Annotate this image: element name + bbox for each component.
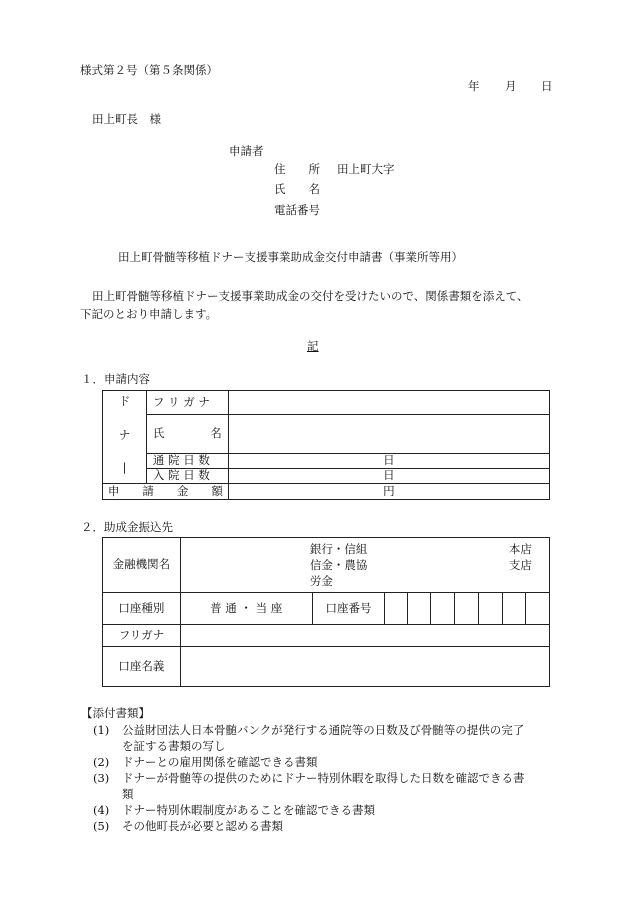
holder-furigana-label: フリガナ — [103, 625, 181, 647]
applicant-label: 申請者 — [229, 144, 264, 158]
attachment-num-4: (4) — [93, 803, 110, 817]
attachment-num-3: (3) — [93, 771, 110, 785]
donor-char-3: | — [122, 459, 127, 474]
address-value: 田上町大字 — [337, 162, 395, 176]
institution-field[interactable] — [180, 538, 549, 593]
application-table — [102, 390, 550, 500]
attachment-num-1: (1) — [93, 723, 110, 737]
body-text-line1: 田上町骨髄等移植ドナー支援事業助成金の交付を受けたいので、関係書類を添えて、 — [92, 289, 529, 303]
attachment-num-2: (2) — [93, 755, 110, 769]
attachment-num-5: (5) — [93, 819, 110, 833]
date-year: 年 — [468, 79, 480, 93]
holder-furigana-field[interactable] — [180, 625, 549, 647]
account-type-select[interactable]: 普 通 ・ 当 座 — [180, 593, 312, 625]
account-number-digit[interactable] — [408, 593, 431, 625]
visit-days-field[interactable] — [228, 454, 549, 469]
attachment-1-line1: 公益財団法人日本骨髄バンクが発行する通院等の日数及び骨髄等の提供の完了 — [122, 723, 525, 737]
bank-table — [102, 537, 550, 687]
account-number-digit[interactable] — [385, 593, 408, 625]
account-number-digit[interactable] — [526, 593, 550, 625]
inpatient-days-unit: 日 — [383, 468, 395, 483]
document-title: 田上町骨髄等移植ドナー支援事業助成金交付申請書（事業所等用） — [118, 250, 463, 264]
phone-label: 電話番号 — [274, 203, 320, 217]
amount-field[interactable] — [228, 484, 549, 500]
account-number-digit[interactable] — [503, 593, 526, 625]
holder-name-field[interactable] — [180, 647, 549, 687]
bank-type-1: 銀行・信組 — [309, 542, 368, 556]
account-number-label: 口座番号 — [312, 593, 385, 625]
visit-days-unit: 日 — [383, 453, 395, 468]
inpatient-days-field[interactable] — [228, 469, 549, 484]
name-label: 氏 名 — [274, 182, 320, 196]
bank-type-2: 信金・農協 — [309, 558, 368, 572]
holder-name-label: 口座名義 — [103, 647, 181, 687]
branch-type-2: 支店 — [508, 558, 532, 572]
visit-days-label: 通 院 日 数 — [146, 454, 228, 469]
attachment-3-line1: ドナーが骨髄等の提供のためにドナー特別休暇を取得した日数を確認できる書 — [122, 771, 525, 785]
account-type-label: 口座種別 — [103, 593, 181, 625]
section1-heading: １．申請内容 — [81, 372, 150, 386]
furigana-label: フ リ ガ ナ — [146, 391, 228, 415]
donor-name-label-a: 氏 — [152, 426, 165, 441]
donor-name-field[interactable] — [228, 415, 549, 454]
bank-type-3: 労金 — [309, 574, 333, 588]
attachment-2-line1: ドナーとの雇用関係を確認できる書類 — [122, 755, 318, 769]
inpatient-days-label: 入 院 日 数 — [146, 469, 228, 484]
donor-vertical-label — [103, 391, 147, 484]
donor-char-2: ナ — [118, 427, 131, 442]
date-day: 日 — [541, 79, 553, 93]
address-label: 住 所 — [274, 162, 320, 176]
addressee: 田上町長 様 — [92, 112, 161, 126]
attachment-4-line1: ドナー特別休暇制度があることを確認できる書類 — [122, 803, 375, 817]
furigana-field[interactable] — [228, 391, 549, 415]
donor-name-label — [146, 415, 228, 454]
attachment-3-line2: 類 — [122, 787, 134, 801]
donor-name-label-b: 名 — [210, 426, 222, 441]
account-number-digit[interactable] — [455, 593, 479, 625]
attachment-1-line2: を証する書類の写し — [122, 739, 226, 753]
amount-unit: 円 — [383, 483, 395, 498]
donor-char-1: ド — [118, 394, 131, 408]
account-number-digit[interactable] — [479, 593, 503, 625]
attachments-heading: 【添付書類】 — [81, 706, 150, 720]
section2-heading: ２．助成金振込先 — [81, 520, 173, 534]
institution-label: 金融機関名 — [103, 538, 181, 593]
account-number-digit[interactable] — [431, 593, 455, 625]
date-month: 月 — [505, 79, 517, 93]
ki-heading: 記 — [307, 339, 319, 353]
attachment-5-line1: その他町長が必要と認める書類 — [122, 819, 283, 833]
amount-label: 申 請 金 額 — [103, 484, 229, 500]
body-text-line2: 下記のとおり申請します。 — [80, 307, 218, 321]
form-number: 様式第２号（第５条関係） — [80, 63, 218, 77]
branch-type-1: 本店 — [508, 542, 532, 556]
